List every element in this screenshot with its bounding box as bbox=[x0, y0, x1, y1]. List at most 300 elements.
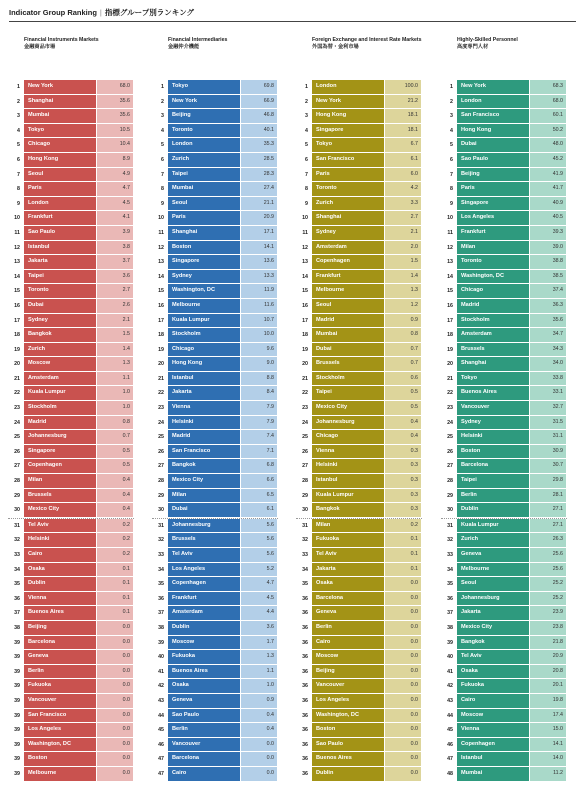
rank-number: 1 bbox=[305, 84, 308, 90]
score-value: 0.2 bbox=[97, 548, 133, 562]
ranking-row bbox=[152, 372, 278, 387]
score-value: 46.8 bbox=[241, 109, 277, 123]
score-value: 0.1 bbox=[385, 533, 421, 547]
score-value: 0.0 bbox=[241, 752, 277, 766]
score-value: 40.9 bbox=[530, 197, 566, 211]
score-value: 1.3 bbox=[97, 357, 133, 371]
ranking-row bbox=[441, 694, 567, 709]
rank-number: 18 bbox=[302, 332, 308, 339]
ranking-row bbox=[441, 606, 567, 621]
city-name: San Francisco bbox=[24, 709, 96, 723]
rank-number: 39 bbox=[14, 639, 20, 646]
city-name: Melbourne bbox=[457, 563, 529, 577]
score-value: 8.4 bbox=[241, 386, 277, 400]
city-name: Los Angeles bbox=[312, 694, 384, 708]
city-name: Cairo bbox=[24, 548, 96, 562]
rank-number: 2 bbox=[450, 98, 453, 105]
ranking-row bbox=[441, 153, 567, 168]
ranking-list bbox=[8, 80, 134, 782]
rank-number: 24 bbox=[14, 419, 20, 426]
city-name: Toronto bbox=[457, 255, 529, 269]
score-value: 37.4 bbox=[530, 284, 566, 298]
rank-number: 13 bbox=[447, 259, 453, 266]
rank-number: 38 bbox=[158, 624, 164, 631]
score-value: 4.7 bbox=[241, 577, 277, 591]
rank-number: 42 bbox=[158, 683, 164, 690]
city-name: Buenos Aires bbox=[24, 606, 96, 620]
city-name: Beijing bbox=[168, 109, 240, 123]
rank-number: 24 bbox=[302, 419, 308, 426]
rank-number: 36 bbox=[302, 654, 308, 661]
ranking-row bbox=[441, 182, 567, 197]
rank-number: 34 bbox=[302, 566, 308, 573]
ranking-row bbox=[152, 284, 278, 299]
city-name: Tel Aviv bbox=[168, 548, 240, 562]
ranking-row bbox=[441, 636, 567, 651]
city-name: Melbourne bbox=[312, 284, 384, 298]
rank-number: 32 bbox=[302, 537, 308, 544]
city-name: London bbox=[457, 95, 529, 109]
ranking-row bbox=[152, 255, 278, 270]
city-name: Mumbai bbox=[168, 182, 240, 196]
city-name: Copenhagen bbox=[457, 738, 529, 752]
rank-number: 36 bbox=[302, 610, 308, 617]
rank-number: 41 bbox=[447, 668, 453, 675]
rank-number: 36 bbox=[447, 595, 453, 602]
ranking-row bbox=[296, 168, 422, 183]
rank-number: 8 bbox=[161, 186, 164, 193]
city-name: Cairo bbox=[168, 767, 240, 781]
city-name: Cairo bbox=[312, 636, 384, 650]
city-name: Seoul bbox=[24, 168, 96, 182]
ranking-row bbox=[296, 459, 422, 474]
page-title-jp: 指標グループ別ランキング bbox=[104, 8, 195, 17]
ranking-row bbox=[296, 723, 422, 738]
city-name: Mumbai bbox=[24, 109, 96, 123]
ranking-row bbox=[152, 694, 278, 709]
ranking-row bbox=[8, 270, 134, 285]
ranking-row bbox=[8, 445, 134, 460]
ranking-row bbox=[296, 518, 422, 534]
ranking-row bbox=[8, 95, 134, 110]
score-value: 4.4 bbox=[241, 606, 277, 620]
ranking-row bbox=[296, 577, 422, 592]
score-value: 7.9 bbox=[241, 416, 277, 430]
panel-heading-jp: 金融商品市場 bbox=[24, 43, 56, 50]
rank-number: 3 bbox=[17, 113, 20, 120]
rank-number: 15 bbox=[447, 288, 453, 295]
score-value: 10.4 bbox=[97, 138, 133, 152]
score-value: 1.1 bbox=[97, 372, 133, 386]
rank-number: 23 bbox=[302, 405, 308, 412]
ranking-row bbox=[441, 138, 567, 153]
page-title-en: Indicator Group Ranking bbox=[9, 8, 97, 17]
ranking-row bbox=[8, 665, 134, 680]
ranking-row bbox=[296, 226, 422, 241]
rank-number: 36 bbox=[302, 683, 308, 690]
score-value: 0.2 bbox=[385, 519, 421, 533]
rank-number: 27 bbox=[447, 463, 453, 470]
city-name: Fukuoka bbox=[312, 533, 384, 547]
score-value: 68.3 bbox=[530, 80, 566, 94]
score-value: 39.3 bbox=[530, 226, 566, 240]
city-name: Sao Paulo bbox=[168, 709, 240, 723]
city-name: Zurich bbox=[457, 533, 529, 547]
city-name: Buenos Aires bbox=[457, 386, 529, 400]
ranking-row bbox=[296, 328, 422, 343]
rank-number: 3 bbox=[305, 113, 308, 120]
ranking-row bbox=[296, 372, 422, 387]
rank-number: 47 bbox=[158, 756, 164, 763]
ranking-row bbox=[296, 211, 422, 226]
ranking-row bbox=[441, 430, 567, 445]
score-value: 3.6 bbox=[97, 270, 133, 284]
ranking-row bbox=[296, 679, 422, 694]
ranking-row bbox=[152, 124, 278, 139]
score-value: 39.0 bbox=[530, 241, 566, 255]
city-name: Chicago bbox=[457, 284, 529, 298]
score-value: 2.1 bbox=[385, 226, 421, 240]
score-value: 17.4 bbox=[530, 709, 566, 723]
rank-number: 10 bbox=[158, 215, 164, 222]
score-value: 6.7 bbox=[385, 138, 421, 152]
panel-heading bbox=[457, 37, 569, 50]
rank-number: 40 bbox=[158, 654, 164, 661]
city-name: Copenhagen bbox=[312, 255, 384, 269]
city-name: Dublin bbox=[168, 621, 240, 635]
rank-number: 33 bbox=[158, 552, 164, 558]
ranking-row bbox=[152, 357, 278, 372]
city-name: Berlin bbox=[168, 723, 240, 737]
rank-number: 10 bbox=[14, 215, 20, 222]
ranking-row bbox=[152, 606, 278, 621]
city-name: Sydney bbox=[24, 314, 96, 328]
rank-number: 17 bbox=[447, 317, 453, 324]
ranking-row bbox=[441, 284, 567, 299]
rank-number: 33 bbox=[447, 552, 453, 558]
ranking-row bbox=[441, 80, 567, 95]
ranking-row bbox=[8, 168, 134, 183]
city-name: Geneva bbox=[312, 606, 384, 620]
city-name: New York bbox=[24, 80, 96, 94]
ranking-row bbox=[152, 503, 278, 518]
score-value: 29.8 bbox=[530, 474, 566, 488]
score-value: 7.9 bbox=[241, 401, 277, 415]
rank-number: 12 bbox=[447, 244, 453, 251]
score-value: 0.0 bbox=[385, 650, 421, 664]
score-value: 34.3 bbox=[530, 343, 566, 357]
city-name: Madrid bbox=[24, 416, 96, 430]
rank-number: 22 bbox=[14, 390, 20, 397]
city-name: Jakarta bbox=[168, 386, 240, 400]
rank-number: 31 bbox=[14, 522, 20, 529]
rank-number: 8 bbox=[305, 186, 308, 193]
ranking-list bbox=[296, 80, 422, 782]
ranking-row bbox=[296, 314, 422, 329]
score-value: 0.4 bbox=[241, 709, 277, 723]
city-name: Washington, DC bbox=[168, 284, 240, 298]
rank-number: 29 bbox=[158, 492, 164, 499]
score-value: 2.7 bbox=[97, 284, 133, 298]
score-value: 0.0 bbox=[385, 679, 421, 693]
score-value: 33.1 bbox=[530, 386, 566, 400]
city-name: Moscow bbox=[312, 650, 384, 664]
score-value: 8.8 bbox=[241, 372, 277, 386]
score-value: 4.2 bbox=[385, 182, 421, 196]
rank-number: 18 bbox=[447, 332, 453, 339]
rank-number: 30 bbox=[302, 507, 308, 514]
score-value: 30.7 bbox=[530, 459, 566, 473]
score-value: 10.5 bbox=[97, 124, 133, 138]
rank-number: 31 bbox=[158, 522, 164, 529]
score-value: 25.6 bbox=[530, 563, 566, 577]
ranking-row bbox=[8, 299, 134, 314]
ranking-row bbox=[441, 563, 567, 578]
ranking-list bbox=[152, 80, 278, 782]
city-name: Dublin bbox=[24, 577, 96, 591]
score-value: 5.6 bbox=[241, 533, 277, 547]
panel-heading bbox=[168, 37, 280, 50]
rank-number: 27 bbox=[14, 463, 20, 470]
score-value: 27.4 bbox=[241, 182, 277, 196]
rank-number: 4 bbox=[305, 127, 308, 134]
ranking-row bbox=[296, 416, 422, 431]
city-name: Geneva bbox=[457, 548, 529, 562]
score-value: 0.2 bbox=[97, 533, 133, 547]
score-value: 0.4 bbox=[97, 489, 133, 503]
score-value: 34.0 bbox=[530, 357, 566, 371]
rank-number: 45 bbox=[158, 727, 164, 734]
city-name: Hong Kong bbox=[312, 109, 384, 123]
rank-number: 36 bbox=[302, 624, 308, 631]
panel-heading-jp: 金融仲介機能 bbox=[168, 43, 200, 50]
score-value: 0.7 bbox=[97, 430, 133, 444]
ranking-row bbox=[8, 153, 134, 168]
city-name: Milan bbox=[24, 474, 96, 488]
ranking-row bbox=[296, 343, 422, 358]
ranking-row bbox=[296, 563, 422, 578]
ranking-row bbox=[8, 709, 134, 724]
score-value: 0.5 bbox=[385, 401, 421, 415]
rank-number: 30 bbox=[158, 507, 164, 514]
rank-number: 16 bbox=[447, 302, 453, 309]
city-name: Beijing bbox=[24, 621, 96, 635]
city-name: Mexico City bbox=[312, 401, 384, 415]
rank-number: 42 bbox=[447, 683, 453, 690]
score-value: 0.0 bbox=[97, 694, 133, 708]
ranking-row bbox=[152, 723, 278, 738]
ranking-row bbox=[296, 299, 422, 314]
ranking-row bbox=[441, 503, 567, 518]
score-value: 38.8 bbox=[530, 255, 566, 269]
score-value: 0.0 bbox=[385, 621, 421, 635]
city-name: Chicago bbox=[312, 430, 384, 444]
ranking-row bbox=[152, 241, 278, 256]
ranking-row bbox=[8, 650, 134, 665]
rank-number: 26 bbox=[447, 448, 453, 455]
city-name: Washington, DC bbox=[312, 709, 384, 723]
city-name: San Francisco bbox=[457, 109, 529, 123]
city-name: Vienna bbox=[457, 723, 529, 737]
city-name: Dubai bbox=[312, 343, 384, 357]
city-name: Amsterdam bbox=[312, 241, 384, 255]
city-name: Taipei bbox=[457, 474, 529, 488]
score-value: 0.3 bbox=[385, 459, 421, 473]
ranking-row bbox=[8, 109, 134, 124]
rank-number: 21 bbox=[14, 375, 20, 382]
score-value: 0.0 bbox=[97, 709, 133, 723]
city-name: Seoul bbox=[312, 299, 384, 313]
score-value: 40.5 bbox=[530, 211, 566, 225]
ranking-row bbox=[441, 197, 567, 212]
rank-number: 21 bbox=[447, 375, 453, 382]
ranking-row bbox=[296, 665, 422, 680]
score-value: 0.0 bbox=[97, 752, 133, 766]
score-value: 21.2 bbox=[385, 95, 421, 109]
city-name: Madrid bbox=[312, 314, 384, 328]
rank-number: 10 bbox=[447, 215, 453, 222]
rank-number: 29 bbox=[302, 492, 308, 499]
score-value: 0.0 bbox=[97, 621, 133, 635]
ranking-row bbox=[152, 738, 278, 753]
ranking-row bbox=[441, 752, 567, 767]
city-name: Moscow bbox=[168, 636, 240, 650]
city-name: Tokyo bbox=[168, 80, 240, 94]
rank-number: 19 bbox=[14, 346, 20, 353]
ranking-row bbox=[152, 621, 278, 636]
rank-number: 23 bbox=[447, 405, 453, 412]
score-value: 0.0 bbox=[385, 606, 421, 620]
ranking-row bbox=[152, 752, 278, 767]
city-name: New York bbox=[457, 80, 529, 94]
rank-number: 11 bbox=[302, 229, 308, 236]
score-value: 0.2 bbox=[97, 519, 133, 533]
ranking-row bbox=[441, 95, 567, 110]
ranking-row bbox=[441, 665, 567, 680]
rank-number: 7 bbox=[305, 171, 308, 178]
score-value: 18.1 bbox=[385, 124, 421, 138]
city-name: Sao Paulo bbox=[24, 226, 96, 240]
city-name: Stockholm bbox=[24, 401, 96, 415]
score-value: 41.7 bbox=[530, 182, 566, 196]
city-name: London bbox=[168, 138, 240, 152]
score-value: 4.5 bbox=[241, 592, 277, 606]
score-value: 8.9 bbox=[97, 153, 133, 167]
ranking-row bbox=[8, 343, 134, 358]
score-value: 35.6 bbox=[530, 314, 566, 328]
score-value: 4.5 bbox=[97, 197, 133, 211]
city-name: Barcelona bbox=[24, 636, 96, 650]
rank-number: 44 bbox=[158, 712, 164, 719]
city-name: Vancouver bbox=[168, 738, 240, 752]
rank-number: 25 bbox=[14, 434, 20, 441]
score-value: 25.2 bbox=[530, 592, 566, 606]
city-name: Vancouver bbox=[24, 694, 96, 708]
score-value: 50.2 bbox=[530, 124, 566, 138]
city-name: Dublin bbox=[312, 767, 384, 781]
score-value: 11.6 bbox=[241, 299, 277, 313]
rank-number: 39 bbox=[158, 639, 164, 646]
ranking-row bbox=[441, 401, 567, 416]
score-value: 0.0 bbox=[385, 577, 421, 591]
score-value: 27.1 bbox=[530, 503, 566, 517]
score-value: 40.1 bbox=[241, 124, 277, 138]
score-value: 21.8 bbox=[530, 636, 566, 650]
score-value: 0.3 bbox=[385, 474, 421, 488]
score-value: 35.6 bbox=[97, 95, 133, 109]
score-value: 2.7 bbox=[385, 211, 421, 225]
score-value: 14.1 bbox=[241, 241, 277, 255]
ranking-row bbox=[296, 503, 422, 518]
score-value: 25.6 bbox=[530, 548, 566, 562]
score-value: 0.1 bbox=[97, 577, 133, 591]
score-value: 1.5 bbox=[97, 328, 133, 342]
rank-number: 45 bbox=[447, 727, 453, 734]
rank-number: 6 bbox=[17, 156, 20, 163]
city-name: Zurich bbox=[168, 153, 240, 167]
rank-number: 2 bbox=[17, 98, 20, 105]
ranking-row bbox=[296, 738, 422, 753]
rank-number: 25 bbox=[302, 434, 308, 441]
ranking-row bbox=[8, 138, 134, 153]
rank-number: 5 bbox=[305, 142, 308, 149]
ranking-row bbox=[152, 211, 278, 226]
rank-number: 35 bbox=[302, 581, 308, 588]
ranking-row bbox=[152, 518, 278, 534]
score-value: 0.3 bbox=[385, 489, 421, 503]
rank-number: 36 bbox=[302, 668, 308, 675]
city-name: Mexico City bbox=[457, 621, 529, 635]
ranking-row bbox=[8, 182, 134, 197]
score-value: 2.0 bbox=[385, 241, 421, 255]
ranking-row bbox=[152, 343, 278, 358]
rank-number: 4 bbox=[17, 127, 20, 134]
city-name: Los Angeles bbox=[457, 211, 529, 225]
score-value: 15.0 bbox=[530, 723, 566, 737]
score-value: 19.8 bbox=[530, 694, 566, 708]
rank-number: 16 bbox=[302, 302, 308, 309]
score-value: 33.8 bbox=[530, 372, 566, 386]
ranking-row bbox=[152, 533, 278, 548]
ranking-row bbox=[152, 270, 278, 285]
city-name: Amsterdam bbox=[457, 328, 529, 342]
rank-number: 35 bbox=[447, 581, 453, 588]
city-name: Frankfurt bbox=[168, 592, 240, 606]
ranking-row bbox=[8, 416, 134, 431]
score-value: 1.4 bbox=[385, 270, 421, 284]
city-name: Vancouver bbox=[312, 679, 384, 693]
rank-number: 14 bbox=[302, 273, 308, 280]
ranking-row bbox=[296, 182, 422, 197]
city-name: San Francisco bbox=[312, 153, 384, 167]
city-name: New York bbox=[312, 95, 384, 109]
score-value: 0.0 bbox=[385, 709, 421, 723]
ranking-row bbox=[152, 445, 278, 460]
rank-number: 18 bbox=[14, 332, 20, 339]
ranking-row bbox=[8, 503, 134, 518]
city-name: Istanbul bbox=[168, 372, 240, 386]
city-name: Sao Paulo bbox=[457, 153, 529, 167]
ranking-row bbox=[152, 548, 278, 563]
ranking-row bbox=[441, 577, 567, 592]
city-name: Sydney bbox=[168, 270, 240, 284]
ranking-row bbox=[8, 694, 134, 709]
score-value: 0.0 bbox=[385, 665, 421, 679]
rank-number: 26 bbox=[302, 448, 308, 455]
ranking-row bbox=[296, 694, 422, 709]
ranking-row bbox=[441, 328, 567, 343]
ranking-row bbox=[296, 153, 422, 168]
